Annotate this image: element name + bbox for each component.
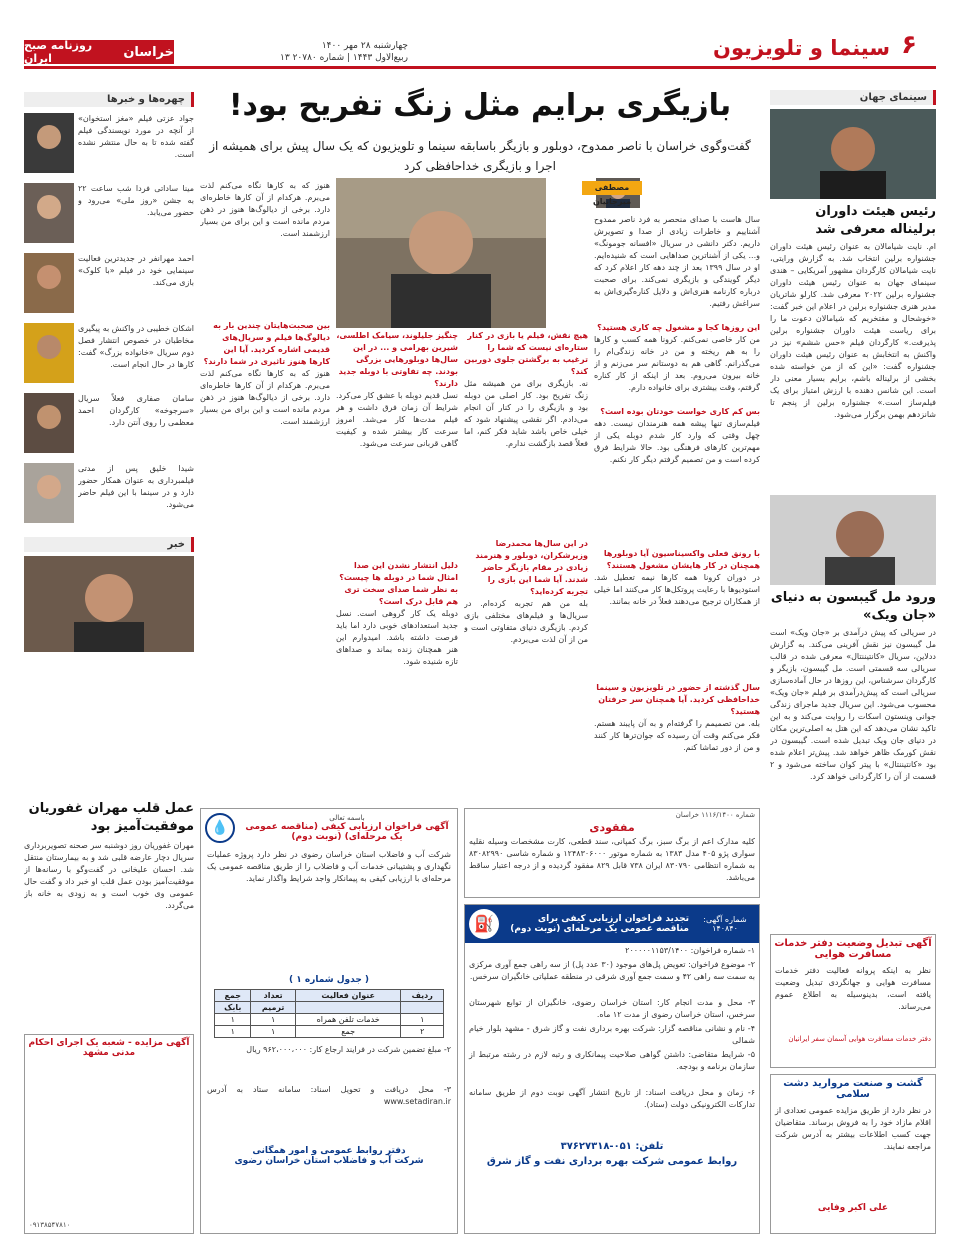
left-column [24, 92, 194, 792]
newspaper-logo [24, 40, 174, 64]
airline-ad-footer: دفتر خدمات مسافرت هوایی آسمان سفر ایرانیان [788, 1035, 931, 1043]
left-column-tag: چهره‌ها و خبرها [24, 92, 194, 107]
article-text4: در دوران کرونا همه کارها نیمه تعطیل شد. استودیوها با رعایت پروتکل‌ها کار می‌کنند اما خیلی از همکاران ترجیح می‌دهند فعلاً در خانه بمانند. [594, 573, 760, 606]
story1-title: رئیس هیئت داوران برلیناله معرفی شد [815, 204, 936, 237]
brief-3-text: احمد مهرانفر در جدیدترین فعالیت سینمایی خود در فیلم «با کلوک» بازی می‌کند. [78, 254, 194, 287]
article-text3: فیلم‌سازی تنها پیشه همه هنرمندان نیست. دهه چهل وقتی که وارد کار شدم دوبله یکی از مهم‌ترین کارهای فرهنگی بود. حالا شرایط فرق کرده است و من تصمیم گرفتم دیگر کار نکنم. [594, 419, 760, 464]
water-logo-icon: 💧 [205, 813, 235, 843]
gas-body1: ۱- شماره فراخوان: ۲۰۰۰۰۰۱۱۵۳/۱۴۰۰ [625, 946, 755, 955]
question-6: در این سال‌ها محمدرضا وزیرشکران، دوبلور و هنرمند زیادی در مقام بازیگر حاضر شدند. آیا شما این بازی را تجربه کرده‌اید؟ [475, 539, 588, 596]
page-number: ۶ [901, 30, 917, 60]
brief-2 [24, 183, 194, 247]
article-text10: دوبله یک کار گروهی است. نسل جدید استعدادهای خوبی دارد اما باید فرصت داشته باشد. امیدوارم این هنر همچنان زنده بماند و صداهای تازه شنیده شود. [336, 609, 458, 666]
water-ad-body3: ۳- محل دریافت و تحویل اسناد: سامانه ستاد به آدرس www.setadiran.ir [207, 1085, 451, 1106]
lost-ad-code: شماره ۱۱۱۶/۱۴۰۰ خراسان [675, 811, 755, 819]
water-ad-body2: ۲- مبلغ تضمین شرکت در فرایند ارجاع کار: ۹۶۲،۰۰۰،۰۰۰ ریال [246, 1045, 451, 1054]
water-footer2: شرکت آب و فاضلاب استان خراسان رضوی [234, 1156, 424, 1166]
article-text7: بله من هم تجربه کرده‌ام. در سریال‌ها و فیلم‌های مختلفی بازی کردم. بازیگری دنیای متفاوتی است و من از آن لذت می‌بردم. [464, 599, 588, 644]
auction-ad-footer: علی اکبر وفایی [817, 1203, 889, 1213]
question-4: سال گذشته از حضور در تلویزیون و سینما خداحافظی کردید. آیا همچنان سر حرفتان هستید؟ [596, 683, 760, 716]
court-auction-ad [24, 1034, 194, 1234]
issue-date-line2: ۱۳ ربیع‌الاول ۱۴۴۳ | شماره ۲۰۷۸۰ [280, 53, 408, 63]
article-text8: نسل قدیم دوبله با عشق کار می‌کرد. شرایط آن زمان فرق داشت و هر فیلم مدت‌ها کار می‌شد. امروز سرعت کار بیشتر شده و کیفیت گاهی قربانی سرعت می‌شود. [336, 391, 458, 448]
article-text6: نه. بازیگری برای من همیشه مثل زنگ تفریح بود. کار اصلی من دوبله بود و بازیگری را در کنار آن انجام می‌دادم. اگر نقشی پیشنهاد شود که خیلی خاص باشد شاید فکر کنم، اما فعلاً قصد بازگشت ندارم. [464, 379, 588, 448]
article-col-3 [336, 330, 458, 804]
gas-body6: ۶- زمان و محل دریافت اسناد: از تاریخ انتشار آگهی نوبت دوم از طریق سامانه تدارکات الکترونیکی دولت (ستاد). [469, 1088, 755, 1109]
logo-name: خراسان [123, 44, 174, 60]
table-row: ۲ جمع ۱ ۱ [215, 1026, 444, 1038]
story2-text: در سریالی که پیش درآمدی بر «جان ویک» است مل گیبسون نیز نقش آفرینی می‌کند. به گزارش ددلاین، سریال «کانتیننتال» معرفی شده در قالب سریالی سه قسمتی است. مل گیبسون، بازیگر و کارگردان سرشناس، این روزها در حال آماده‌سازی سریالی است که پیش‌درآمدی بر فیلم «جان ویک» محسوب می‌شود. این سریال جدید ماجرای زندگی جوانی وینستون اسکات را روایت می‌کند و به این تاکید نشان می‌دهد که این هتل به اصلی‌ترین مکان در دنیای جان ویک تبدیل شده است. گیبسون در نقش کورمک ظاهر خواهد شد. پیش‌تر اعلام شده بود «کانتیننتال» با پیتر کوان ساخته می‌شود و ۲ قسمت از آن را کارگردانی خواهد کرد. [770, 628, 936, 781]
brief-6 [24, 463, 194, 527]
gibson-photo [770, 495, 936, 585]
col-row: ردیف [401, 990, 444, 1002]
article-text1: سال هاست با صدای منحصر به فرد ناصر ممدوح آشناییم و خاطرات زیادی از صدا و تصویرش داریم. دکتر دانشی در سریال «افسانه جومونگ» و... یکی از آشناترین صداهایی است که شنیده‌ایم. او در سال ۱۳۹۹ بعد از چند دهه کار اعلام کرد که دیگر گویندگی و بازیگری نمی‌کند. برای صحبت درباره کارنامه هنری‌اش و دلایل کناره‌گیری‌اش به سراغش رفتیم. [594, 215, 760, 308]
brief-5 [24, 393, 194, 457]
ghafourian-photo [24, 556, 194, 652]
water-ad-body1: شرکت آب و فاضلاب استان خراسان رضوی در نظر دارد پروژه عملیات نگهداری و پشتیبانی خدمات آب و فاضلاب را از طریق مناقصه عمومی یک مرحله‌ای با ارزیابی کیفی به پیمانکار واجد شرایط واگذار نماید. [207, 850, 451, 883]
col-count: تعداد [251, 990, 295, 1002]
news-text: مهران غفوریان روز دوشنبه سر صحنه تصویربرداری سریال دچار عارضه قلبی شد و به بیمارستان منتقل شد. احسان علیخانی در گفت‌وگو با رسانه‌ها از موفقیت‌آمیز بودن عمل قلب او خبر داد و گفت حال عمومی وی خوب است و به زودی به خانه باز می‌گردد. [24, 841, 194, 910]
issue-date [178, 40, 408, 66]
gas-footer: روابط عمومی شرکت بهره برداری نفت و گاز شرق [486, 1156, 738, 1167]
article-col-2 [464, 330, 588, 804]
water-company-ad [200, 808, 458, 1234]
brief-1 [24, 113, 194, 177]
question-3: با رونق فعلی واکسیناسیون آیا دوبلورها همچنان در کار هایشان مشغول هستند؟ [603, 549, 760, 570]
khatibi-photo [24, 323, 74, 383]
question-8: بین صحبت‌هایتان چندین بار به دیالوگ‌ها فیلم و سریال‌های قدیمی اشاره کردید. آیا این کارها هنوز تاثیری در شما دارند؟ [203, 321, 330, 366]
khaliq-photo [24, 463, 74, 523]
sadati-photo [24, 183, 74, 243]
section-title: سینما و تلویزیون [713, 36, 890, 60]
brief-3 [24, 253, 194, 317]
story2-title: ورود مل گیبسون به دنیای «جان ویک» [770, 590, 936, 623]
water-table-title: ( جدول شماره ۱ ) [288, 975, 370, 985]
brief-4-text: اشکان خطیبی در واکنش به پیگیری مخاطبان در خصوص انتشار فصل دوم سریال «خانواده بزرگ» گفت: کارها در حال انجام است. [78, 324, 194, 369]
gas-notice-title: تجدید فراخوان ارزیابی کیفی برای مناقصه عمومی یک مرحله‌ای (نوبت دوم) [510, 914, 689, 934]
news-title: عمل قلب مهران غفوریان موفقیت‌آمیز بود [28, 801, 194, 834]
brief-6-text: شیدا خلیق پس از مدتی فیلمبرداری به عنوان همکار حضور دارد و در سینما با این فیلم حاضر می‌شود. [78, 464, 194, 509]
article-col-4 [200, 180, 330, 804]
article-text5: بله. من تصمیمم را گرفته‌ام و به آن پایبند هستم. فکر می‌کنم وقت آن رسیده که جوان‌ترها کار کنند و من از دور تماشا کنم. [594, 719, 760, 752]
question-2: بس کم کاری خواست خودتان بوده است؟ [600, 407, 760, 416]
gas-body4: ۴- نام و نشانی مناقصه گزار: شرکت بهره برداری نفت و گاز شرق - مشهد بلوار خیام شمالی [469, 1024, 755, 1045]
gas-phone: تلفن: ۰۵۱-۳۷۶۲۷۳۱۸ [560, 1141, 664, 1152]
court-ad-code: ۰۹۱۳۸۵۴۷۸۱۰ [29, 1221, 71, 1229]
auction-ad [770, 1074, 936, 1234]
news-tag: خبر [24, 537, 194, 552]
col-sub-repair: ترمیم [251, 1002, 295, 1014]
story1-text: ام. نایت شیامالان به عنوان رئیس هیئت داوران جشنواره برلین انتخاب شد. به گزارش ورایتی، نایت شیامالان کارگردان مشهور آمریکایی – هندی سینمای جهان به عنوان رئیس هیئت داوران جشنواره برلین ۲۰۲۲ معرفی شد. کارلو شاتریان مدیر هنری جشنواره برلین در اعلام این خبر گفت: «خوشحال و مفتخریم که شیامالان دعوت ما را برای ریاست هیئت داوران جشنواره برلین پذیرفت.» کارگردان فیلم «حس ششم» نیز در واکنش به انتخابش به عنوان رئیس هیئت داوران جشنواره گفت: «این که از من خواسته شده بخشی از برلیناله باشم، برایم بسیار معنی دار است. این شانس دهنده با ارزش امتیاز برای یک فیلم‌ساز است.» جشنواره برلین از پنجم تا شانزدهم بهمن برگزار می‌شود. [770, 242, 936, 419]
article-title: بازیگری برایم مثل زنگ تفریح بود! [228, 88, 732, 123]
col-sub-babak: بابک [215, 1002, 251, 1014]
news-story [24, 800, 194, 1028]
lost-ad-body: کلیه مدارک اعم از برگ سبز، برگ کمپانی، سند قطعی، کارت مشخصات وسیله نقلیه سواری پژو ۴۰۵ مدل ۱۳۸۳ به شماره موتور ۱۲۴۸۳۰۶۰۰۰ و شماره شاسی ۸۳۰۸۲۹۹۰ به شماره انتظامی ۸۳۰۷۹۰ ایران ۷۳۸ قابل ۸۲۹ مفقود گردیده و از درجه اعتبار ساقط می‌باشد. [469, 837, 756, 882]
issue-date-line1: چهارشنبه ۲۸ مهر ۱۴۰۰ [321, 41, 408, 51]
brief-5-text: سامان صفاری فعلاً سریال «سرجوخه» کارگردان احمد معظمی را روی آنتن دارد. [78, 394, 194, 427]
gas-body2: ۲- موضوع فراخوان: تعویض پل‌های موجود (۳۰ عدد پل) از سه راهی جمع آوری مرکزی به سمت سه راهی ۴۲ و سمت جمع آوری شرقی در منطقه عملیاتی خانگیران سرخس. [469, 960, 755, 981]
ezzati-photo [24, 113, 74, 173]
water-footer1: دفتر روابط عمومی و امور همگانی [252, 1146, 406, 1156]
lost-ad-title: مفقودی [589, 821, 635, 834]
article-text9: هنوز که به کارها نگاه می‌کنم لذت می‌برم. هرکدام از آن کارها خاطره‌ای دارد. برخی از دیالوگ‌ها هنوز در ذهن مردم مانده است و این برای من بسیار ارزشمند است. [200, 369, 330, 426]
water-ad-header [201, 809, 457, 847]
brief-4 [24, 323, 194, 387]
auction-ad-title: گشت و صنعت مروارید دشت سلامی [783, 1078, 923, 1100]
airline-ad-body: نظر به اینکه پروانه فعالیت دفتر خدمات مسافرت هوایی و جهانگردی تبدیل وضعیت یافته است، بدینوسیله به اطلاع عموم می‌رساند. [775, 966, 931, 1011]
right-column-tag: سینمای جهان [770, 90, 936, 105]
question-5: هیچ نقش، فیلم یا بازی در کنار ستاره‌ای نیست که شما را ترغیب به برگشتن جلوی دوربین کند؟ [464, 331, 588, 376]
header-divider [24, 66, 936, 69]
airline-office-ad [770, 934, 936, 1068]
shyamalan-photo [770, 109, 936, 199]
table-row: ۱ خدمات تلفن همراه ۱ ۱ [215, 1014, 444, 1026]
mamdouh-photo [336, 178, 546, 328]
col-activity: عنوان فعالیت [295, 990, 401, 1002]
question-7: چنگیز جلیلوند، سیامک اطلسی، شیرین بهرامی و ... در این سال‌ها دوبلورهایی بزرگی بودند. چه تفاوتی با دوبله جدید دارند؟ [336, 331, 458, 388]
brief-2-text: مینا ساداتی فردا شب ساعت ۲۲ به جشن «روز ملی» می‌رود و حضور می‌یابد. [78, 184, 194, 217]
gas-body5: ۵- شرایط متقاضی: داشتن گواهی صلاحیت پیمانکاری و رتبه لازم در رشته مرتبط از سازمان برنامه و بودجه. [469, 1050, 755, 1071]
airline-ad-title: آگهی تبدیل وضعیت دفتر خدمات مسافرت هوایی [774, 938, 932, 960]
question-9: دلیل انتشار نشدن این صدا امثال شما در دوبله ها چیست؟ به نظر شما صدای سخت تری هم قابل درک است؟ [339, 561, 458, 606]
water-activity-table [214, 989, 444, 1038]
question-1: این روزها کجا و مشغول چه کاری هستید؟ [597, 323, 760, 332]
court-ad-title: آگهی مزایده - شعبه یک اجرای احکام مدنی مشهد [28, 1038, 190, 1058]
brief-1-text: جواد عزتی فیلم «مغز استخوان» از آنچه در مورد نویسندگی فیلم گفته شده تا به حال منتشر نشده است. [78, 114, 194, 159]
article-col-1 [594, 214, 760, 804]
saffari-photo [24, 393, 74, 453]
mehranfar-photo [24, 253, 74, 313]
article-text-col4: هنوز که به کارها نگاه می‌کنم لذت می‌برم. هرکدام از آن کارها خاطره‌ای دارد. برخی از دیالوگ‌ها هنوز در ذهن مردم مانده است و این برای من بسیار ارزشمند است. [200, 181, 330, 238]
gas-notice-ad [464, 904, 760, 1234]
right-column [770, 90, 936, 930]
author-name: مصطفی میرجانیان [582, 181, 642, 195]
gas-notice-header [465, 905, 759, 943]
logo-sub: روزنامه صبح ایران [24, 39, 93, 65]
gas-notice-number: شماره آگهی: ۱۴۰۸۴۰ [703, 915, 747, 933]
basmala: باسمه تعالی [329, 814, 365, 822]
water-ad-title: آگهی فراخوان ارزیابی کیفی (مناقصه عمومی یک مرحله‌ای) (نوبت دوم) [245, 822, 449, 842]
lost-document-ad [464, 808, 760, 898]
page-header [0, 0, 960, 70]
gas-body3: ۳- محل و مدت انجام کار: استان خراسان رضوی، خانگیران از توابع شهرستان سرخس، استان خراسان رضوی از مدت ۱۲ ماه. [469, 998, 755, 1019]
col-total: جمع [215, 990, 251, 1002]
article-text2: من کار خاصی نمی‌کنم. کرونا همه کسب و کارها را به هم ریخته و من در خانه زندگی‌ام را می‌گذرانم. گاهی هم به دوستانم سر می‌زنم و از خانه بیرون می‌روم. بعد از اینکه از کار کناره گرفتم، وقت بیشتری برای خانواده دارم. [594, 335, 760, 392]
gas-logo-icon: ⛽ [469, 909, 499, 939]
article-lead: گفت‌وگوی خراسان با ناصر ممدوح، دوبلور و بازیگر باسابقه سینما و تلویزیون که یک سال پیش برای همیشه از اجرا و بازیگری خداحافظی کرد [209, 139, 751, 173]
auction-ad-body: در نظر دارد از طریق مزایده عمومی تعدادی از اقلام مازاد خود را به فروش برساند. متقاضیان جهت کسب اطلاعات بیشتر به آدرس شرکت مراجعه نمایند. [775, 1106, 931, 1151]
